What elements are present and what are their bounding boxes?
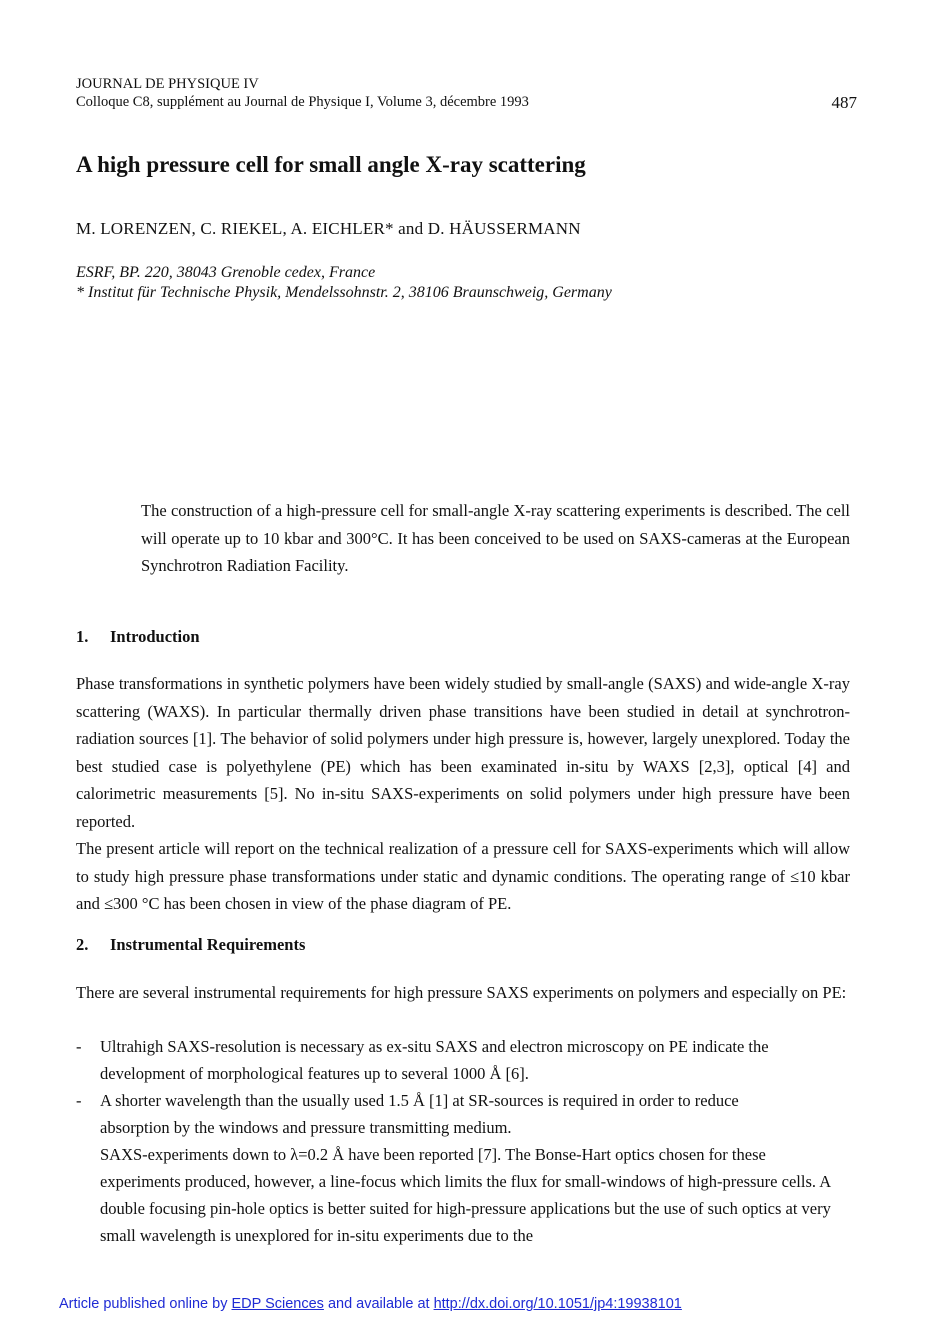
list-item [76,1033,810,1087]
requirements-intro: There are several instrumental requirements for high pressure SAXS experiments on polymers and especially on PE: [76,983,847,1002]
page-number: 487 [831,93,857,112]
section-heading-requirements [76,935,305,955]
requirements-list [76,1033,850,1249]
list-item [76,1087,810,1141]
journal-header [76,75,529,111]
journal-name: JOURNAL DE PHYSIQUE IV [76,76,259,92]
abstract: The construction of a high-pressure cell for small-angle X-ray scattering experiments is described. The cell will operate up to 10 kbar and 300°C. It has been conceived to be used on SAXS-cameras at the European Synchrotron Radiation Facility. [141,501,850,575]
section-title: Instrumental Requirements [110,935,306,954]
section-heading-introduction [76,627,200,647]
list-item-text: A shorter wavelength than the usually used 1.5 Å [1] at SR-sources is required in order to reduce absorption by the windows and pressure transmitting medium. [100,1091,739,1137]
doi-link[interactable]: http://dx.doi.org/10.1051/jp4:19938101 [433,1296,682,1312]
footer-middle: and available at [327,1296,430,1312]
list-item-text: Ultrahigh SAXS-resolution is necessary as ex-situ SAXS and electron microscopy on PE indicate the development of morphological features up to several 1000 Å [6]. [100,1037,769,1083]
paper-title: A high pressure cell for small angle X-ray scattering [76,152,586,177]
affiliations [76,263,612,303]
affiliation-esrf: ESRF, BP. 220, 38043 Grenoble cedex, France [76,264,376,281]
paragraph: The present article will report on the technical realization of a pressure cell for SAXS-experiments which will allow to study high pressure phase transformations under static and dynamic conditions. The operating range of ≤10 kbar and ≤300 °C has been chosen in view of the phase diagram of PE. [76,839,850,913]
list-dash: - [76,1037,82,1056]
list-item-continuation: SAXS-experiments down to λ=0.2 Å have been reported [7]. The Bonse-Hart optics chosen for these experiments produced, however, a line-focus which limits the flux for small-windows of high-pressure cells. A double focusing pin-hole optics is better suited for high-pressure applications but the use of such optics at very small wavelength is unexplored for in-situ experiments due to the [100,1145,831,1245]
affiliation-braunschweig: * Institut für Technische Physik, Mendelssohnstr. 2, 38106 Braunschweig, Germany [76,284,612,301]
colloque-line: Colloque C8, supplément au Journal de Physique I, Volume 3, décembre 1993 [76,94,529,110]
section-number: 1. [76,627,89,646]
footer [59,1296,682,1312]
introduction-body [76,670,850,918]
section-title: Introduction [110,627,200,646]
list-dash: - [76,1091,82,1110]
footer-prefix: Article published online by [59,1296,228,1312]
author-list: M. LORENZEN, C. RIEKEL, A. EICHLER* and D. HÄUSSERMANN [76,219,581,238]
section-number: 2. [76,935,89,954]
paragraph: Phase transformations in synthetic polymers have been widely studied by small-angle (SAXS) and wide-angle X-ray scattering (WAXS). In particular thermally driven phase transitions have been studied in detail at synchrotron-radiation sources [1]. The behavior of solid polymers under high pressure is, however, largely unexplored. Today the best studied case is polyethylene (PE) which has been examinated in-situ by WAXS [2,3], optical [4] and calorimetric measurements [5]. No in-situ SAXS-experiments on solid polymers under high pressure have been reported. [76,674,850,831]
publisher-link[interactable]: EDP Sciences [231,1296,324,1312]
